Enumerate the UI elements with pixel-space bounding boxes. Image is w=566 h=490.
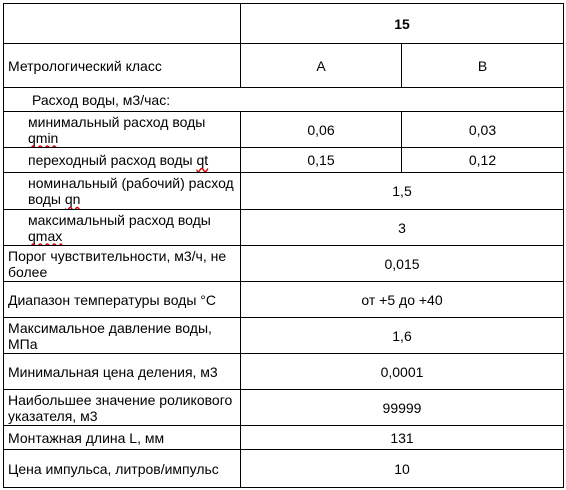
specifications-table	[3, 3, 564, 488]
row-label: Наибольшее значение роликового указателя, м3	[4, 390, 241, 426]
class-a-value: 0,15	[241, 148, 402, 173]
row-label: Минимальная цена деления, м3	[4, 354, 241, 390]
row-label	[4, 112, 241, 148]
table-row	[4, 318, 564, 354]
table-row	[4, 450, 564, 488]
row-label: максимальный расход воды qmax	[4, 210, 241, 246]
row-value: 1,6	[241, 318, 564, 354]
row-label: номинальный (рабочий) расход воды qn	[4, 173, 241, 210]
metrological-class-row	[4, 44, 564, 88]
row-value: 131	[241, 426, 564, 450]
row-value: 99999	[241, 390, 564, 426]
table-row	[4, 282, 564, 318]
table-row	[4, 246, 564, 282]
table-row	[4, 210, 564, 246]
row-value: 10	[241, 450, 564, 488]
row-value: 0,015	[241, 246, 564, 282]
table-row	[4, 148, 564, 173]
row-label: Монтажная длина L, мм	[4, 426, 241, 450]
table-header-row	[4, 4, 564, 44]
table-row	[4, 426, 564, 450]
row-label: Цена импульса, литров/импульс	[4, 450, 241, 488]
class-b-cell: B	[402, 44, 564, 88]
row-value: 1,5	[241, 173, 564, 210]
flow-title: Расход воды, м3/час:	[4, 88, 564, 112]
row-value: 0,0001	[241, 354, 564, 390]
table-row	[4, 390, 564, 426]
class-a-value: 0,06	[241, 112, 402, 148]
row-label: Диапазон температуры воды °С	[4, 282, 241, 318]
diameter-header: 15	[241, 4, 564, 44]
class-b-value: 0,03	[402, 112, 564, 148]
row-value: 3	[241, 210, 564, 246]
spellcheck-marked-text: qn	[64, 191, 81, 207]
spellcheck-marked-text: qmax	[28, 227, 63, 244]
row-label: Максимальное давление воды, МПа	[4, 318, 241, 354]
table-row	[4, 112, 564, 148]
flow-title-row	[4, 88, 564, 112]
row-label: Порог чувствительности, м3/ч, не более	[4, 246, 241, 282]
class-b-value: 0,12	[402, 148, 564, 173]
row-label-text: минимальный расход воды qmin	[28, 113, 206, 146]
class-a-cell: A	[241, 44, 402, 88]
row-value: от +5 до +40	[241, 282, 564, 318]
spellcheck-marked-text: qmin	[28, 129, 59, 146]
empty-header-cell	[4, 4, 241, 44]
spellcheck-marked-text: qt	[196, 152, 209, 168]
table-row	[4, 173, 564, 210]
metrological-class-label: Метрологический класс	[4, 44, 241, 88]
row-label: переходный расход воды qt	[4, 148, 241, 173]
table-row	[4, 354, 564, 390]
